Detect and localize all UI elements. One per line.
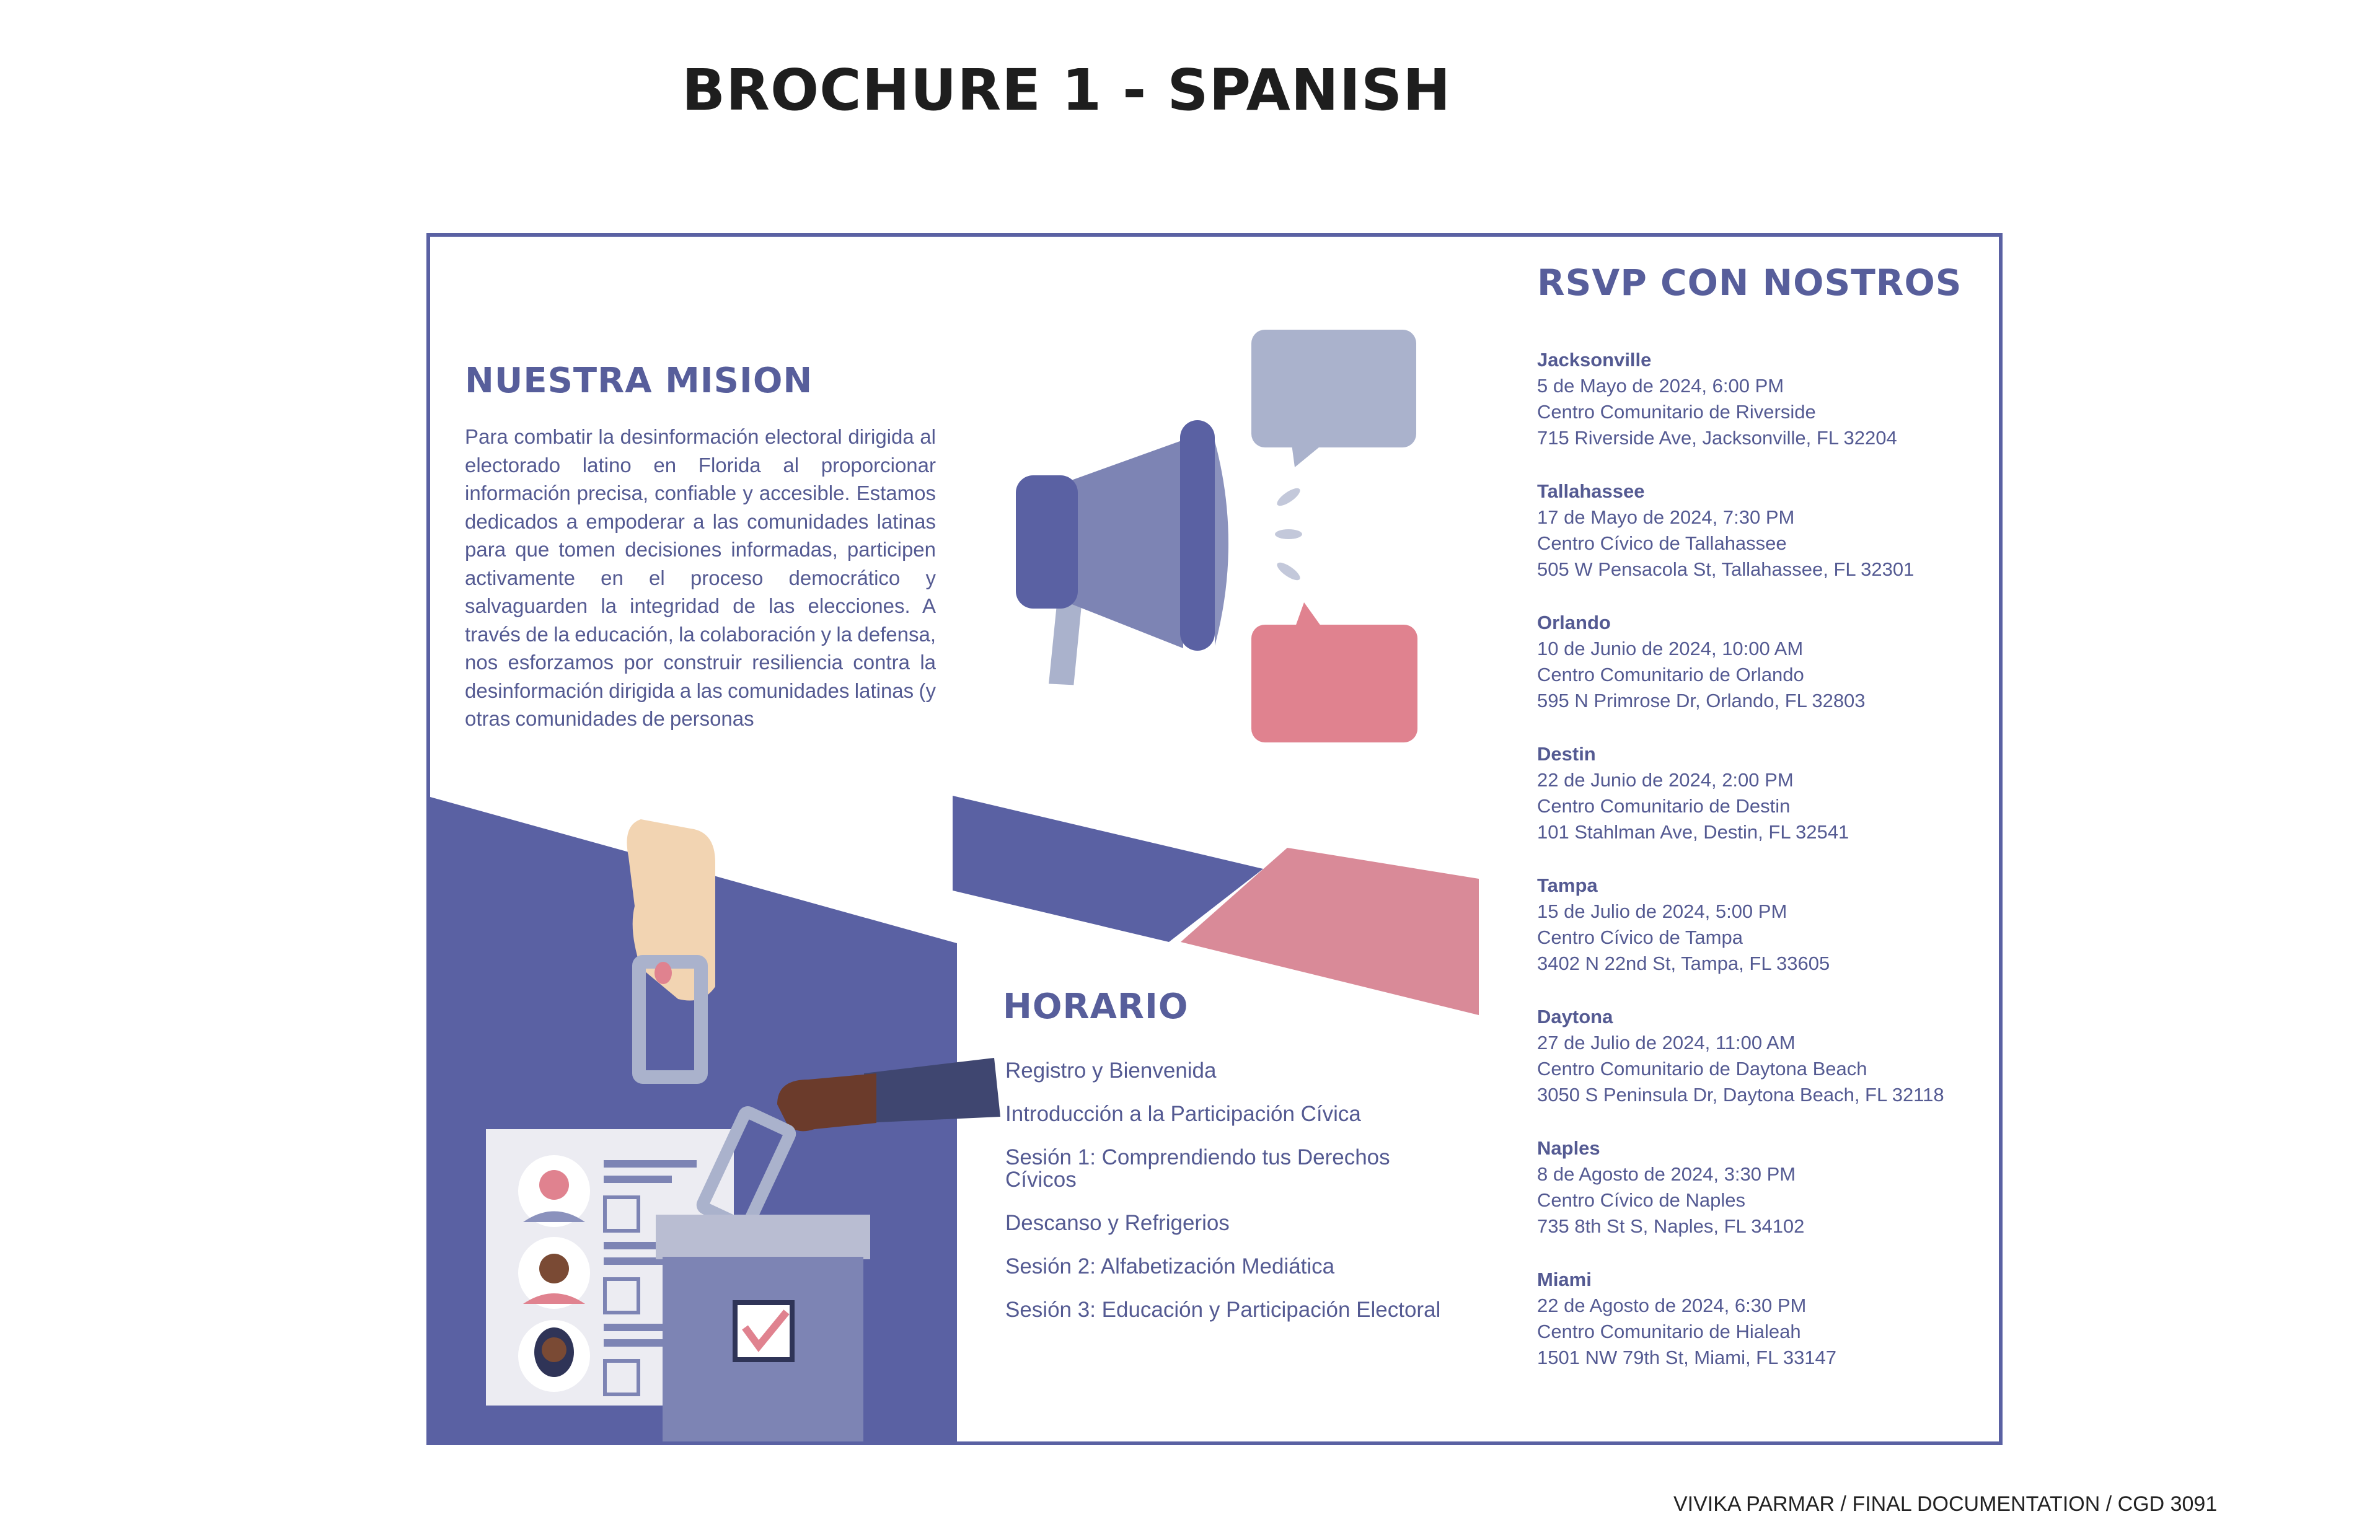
event-address: 595 N Primrose Dr, Orlando, FL 32803: [1537, 690, 1866, 711]
rsvp-event: [1537, 347, 1983, 478]
event-address: 1501 NW 79th St, Miami, FL 33147: [1537, 1347, 1837, 1368]
event-date: 10 de Junio de 2024, 10:00 AM: [1537, 638, 1804, 659]
event-date: 22 de Junio de 2024, 2:00 PM: [1537, 769, 1794, 791]
schedule-item: Sesión 2: Alfabetización Mediática: [1005, 1254, 1335, 1278]
event-address: 3402 N 22nd St, Tampa, FL 33605: [1537, 953, 1830, 974]
event-date: 15 de Julio de 2024, 5:00 PM: [1537, 900, 1787, 922]
brochure-panel: [426, 233, 2003, 1445]
schedule-item: Sesión 3: Educación y Participación Electoral: [1005, 1298, 1441, 1322]
event-venue: Centro Cívico de Tampa: [1537, 926, 1743, 948]
rsvp-heading: RSVP CON NOSTROS: [1537, 262, 1962, 304]
megaphone-icon: [1016, 420, 1228, 688]
rsvp-event: [1537, 478, 1983, 610]
event-date: 27 de Julio de 2024, 11:00 AM: [1537, 1032, 1796, 1054]
event-venue: Centro Comunitario de Hialeah: [1537, 1321, 1801, 1342]
event-venue: Centro Comunitario de Orlando: [1537, 664, 1804, 685]
rsvp-event: [1537, 1267, 1983, 1398]
schedule-item: Introducción a la Participación Cívica: [1005, 1102, 1361, 1126]
event-address: 101 Stahlman Ave, Destin, FL 32541: [1537, 821, 1849, 843]
rsvp-event: [1537, 1004, 1983, 1135]
event-city: Miami: [1537, 1269, 1592, 1290]
event-date: 22 de Agosto de 2024, 6:30 PM: [1537, 1295, 1807, 1316]
rsvp-event: [1537, 1135, 1983, 1267]
event-address: 735 8th St S, Naples, FL 34102: [1537, 1215, 1805, 1237]
event-city: Tallahassee: [1537, 480, 1645, 502]
event-city: Orlando: [1537, 612, 1611, 633]
event-city: Naples: [1537, 1137, 1600, 1159]
event-date: 17 de Mayo de 2024, 7:30 PM: [1537, 506, 1795, 528]
ballot-box-icon: [656, 1215, 870, 1441]
event-venue: Centro Cívico de Naples: [1537, 1189, 1745, 1211]
sound-waves-icon: [1274, 485, 1302, 583]
rsvp-event-list: [1537, 347, 1983, 1398]
event-venue: Centro Cívico de Tallahassee: [1537, 532, 1787, 554]
schedule-item: Registro y Bienvenida: [1005, 1058, 1217, 1083]
event-venue: Centro Comunitario de Riverside: [1537, 401, 1816, 423]
event-venue: Centro Comunitario de Destin: [1537, 795, 1791, 817]
event-date: 8 de Agosto de 2024, 3:30 PM: [1537, 1163, 1796, 1185]
event-date: 5 de Mayo de 2024, 6:00 PM: [1537, 375, 1784, 397]
schedule-item: Descanso y Refrigerios: [1005, 1211, 1230, 1235]
event-address: 505 W Pensacola St, Tallahassee, FL 32301: [1537, 558, 1915, 580]
event-venue: Centro Comunitario de Daytona Beach: [1537, 1058, 1867, 1080]
event-city: Destin: [1537, 743, 1596, 765]
rsvp-event: [1537, 610, 1983, 741]
page-title: BROCHURE 1 - SPANISH: [682, 57, 1452, 123]
event-city: Tampa: [1537, 874, 1598, 896]
schedule-list: [1005, 1060, 1464, 1342]
event-address: 715 Riverside Ave, Jacksonville, FL 32204: [1537, 427, 1897, 449]
footer-credit: VIVIKA PARMAR / FINAL DOCUMENTATION / CGD 3091: [1673, 1492, 2218, 1516]
rsvp-event: [1537, 873, 1983, 1004]
event-city: Jacksonville: [1537, 349, 1652, 371]
rsvp-event: [1537, 741, 1983, 873]
event-address: 3050 S Peninsula Dr, Daytona Beach, FL 32118: [1537, 1084, 1944, 1106]
mission-body: Para combatir la desinformación electoral dirigida al electorado latino en Florida al proporcionar información precisa, confiable y accesible. Estamos dedicados a empoderar a las comunidades latinas para que tomen decisiones informadas, participen activamente en el proceso democrático y salvaguarden la integridad de las elecciones. A través de la educación, la colaboración y la defensa, nos esforzamos por construir resiliencia contra la desinformación dirigida a las comunidades latinas (y otras comunidades de personas: [465, 425, 936, 730]
mission-heading: NUESTRA MISION: [465, 361, 813, 401]
schedule-heading: HORARIO: [1003, 987, 1189, 1027]
schedule-item: Sesión 1: Comprendiendo tus Derechos Cívicos: [1005, 1145, 1390, 1192]
event-city: Daytona: [1537, 1006, 1613, 1027]
